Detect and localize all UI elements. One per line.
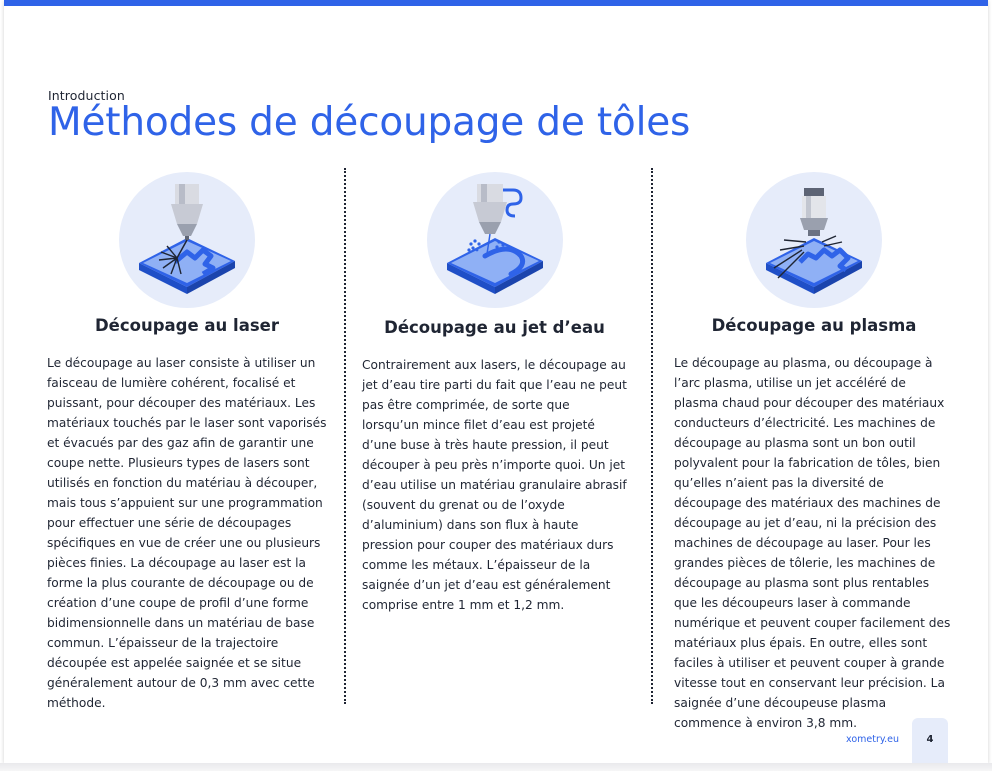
- column-laser: [47, 170, 327, 713]
- column-divider: [344, 168, 346, 704]
- column-heading-waterjet: Découpage au jet d’eau: [384, 318, 605, 337]
- page-number-tab: [912, 718, 948, 763]
- column-waterjet: [362, 170, 627, 615]
- page-bottom-edge: [0, 763, 992, 771]
- page-title: Méthodes de découpage de tôles: [48, 100, 691, 145]
- column-divider: [651, 168, 653, 704]
- page-number: 4: [926, 734, 934, 745]
- column-text-waterjet: Contrairement aux lasers, le découpage au jet d’eau tire parti du fait que l’eau ne peut pas être comprimée, de sorte que lorsqu’un mince filet d’eau est projeté d’une buse à très haute pression, il peut découper à peu près n’importe quoi. Un jet d’eau utilise un matériau granulaire abrasif (souvent du grenat ou de l’oxyde d’aluminium) dans son flux à haute pression pour couper des matériaux durs comme les métaux. L’épaisseur de la saignée d’un jet d’eau est généralement comprise entre 1 mm et 1,2 mm.: [362, 358, 627, 612]
- footer-site-link[interactable]: xometry.eu: [846, 734, 900, 745]
- column-heading-laser: Découpage au laser: [94, 316, 279, 335]
- top-accent-bar: [4, 0, 988, 6]
- column-plasma: [674, 170, 954, 733]
- plasma-cutting-icon: [744, 170, 884, 310]
- waterjet-cutting-icon: [425, 170, 565, 310]
- column-text-plasma: Le découpage au plasma, ou découpage à l’arc plasma, utilise un jet accéléré de plasma chaud pour découper des matériaux conducteurs d’électricité. Les machines de découpage au plasma sont un bon outil polyvalent pour la fabrication de tôles, bien qu’elles n’aient pas la diversité de découpage des matériaux des machines de découpage au jet d’eau, ni la précision des machines de découpage au laser. Pour les grandes pièces de tôlerie, les machines de découpage au plasma sont plus rentables que les découpeurs laser à commande numérique et peuvent couper facilement des matériaux plus épais. En outre, elles sont faciles à utiliser et peuvent couper à grande vitesse tout en conservant leur précision. La saignée d’une découpeuse plasma commence à environ 3,8 mm.: [674, 356, 951, 730]
- laser-cutting-icon: [117, 170, 257, 310]
- column-heading-plasma: Découpage au plasma: [711, 316, 917, 335]
- section-eyebrow: Introduction: [48, 88, 125, 103]
- document-page: [4, 0, 988, 763]
- column-text-laser: Le découpage au laser consiste à utiliser un faisceau de lumière cohérent, focalisé et puissant, pour découper des matériaux. Les matériaux touchés par le laser sont vaporisés et évacués par des gaz afin de garantir une coupe nette. Plusieurs types de lasers sont utilisés en fonction du matériau à découper, mais tous s’appuient sur une programmation pour effectuer une série de découpages spécifiques en vue de créer une ou plusieurs pièces finies. La découpage au laser est la forme la plus courante de découpage ou de création d’une coupe de profil d’une forme bidimensionnelle dans un matériau de base commun. L’épaisseur de la trajectoire découpée est appelée saignée et se situe généralement autour de 0,3 mm avec cette méthode.: [47, 356, 327, 710]
